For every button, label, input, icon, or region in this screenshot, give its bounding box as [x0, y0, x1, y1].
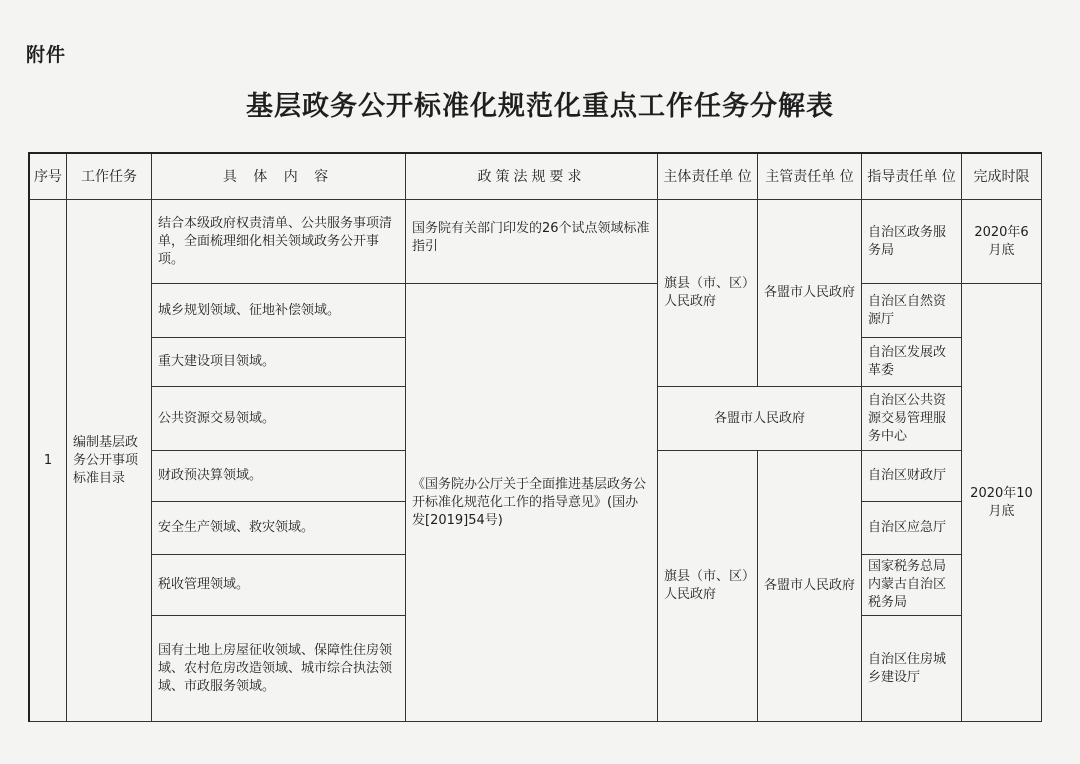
content-cell: 公共资源交易领域。: [152, 387, 406, 451]
guide-cell: 自治区住房城乡建设厅: [862, 616, 962, 722]
header-task: 工作任务: [67, 154, 152, 200]
content-cell: 国有土地上房屋征收领域、保障性住房领域、农村危房改造领域、城市综合执法领域、市政服务领域。: [152, 616, 406, 722]
content-cell: 财政预决算领域。: [152, 451, 406, 502]
guide-cell: 自治区公共资源交易管理服务中心: [862, 387, 962, 451]
attachment-label: 附件: [26, 44, 67, 66]
guide-cell: 国家税务总局内蒙古自治区税务局: [862, 555, 962, 616]
header-main-unit: 主体责任单 位: [658, 154, 758, 200]
guide-cell: 自治区自然资源厅: [862, 284, 962, 338]
policy-cell: 《国务院办公厅关于全面推进基层政务公开标准化规范化工作的指导意见》(国办发[2019]54号): [406, 284, 658, 722]
header-deadline: 完成时限: [962, 154, 1042, 200]
header-guide: 指导责任单 位: [862, 154, 962, 200]
header-seq: 序号: [30, 154, 67, 200]
policy-cell: 国务院有关部门印发的26个试点领域标准指引: [406, 200, 658, 284]
task-table: [28, 152, 1042, 722]
supervisor-cell: 各盟市人民政府: [758, 200, 862, 387]
deadline-cell: 2020年6月底: [962, 200, 1042, 284]
deadline-cell: 2020年10月底: [962, 284, 1042, 722]
content-cell: 税收管理领域。: [152, 555, 406, 616]
guide-cell: 自治区财政厅: [862, 451, 962, 502]
merged-unit-cell: 各盟市人民政府: [658, 387, 862, 451]
header-policy: 政策法规要求: [406, 154, 658, 200]
supervisor-cell: 各盟市人民政府: [758, 451, 862, 722]
guide-cell: 自治区政务服务局: [862, 200, 962, 284]
content-cell: 结合本级政府权责清单、公共服务事项清单，全面梳理细化相关领域政务公开事项。: [152, 200, 406, 284]
header-supervisor: 主管责任单 位: [758, 154, 862, 200]
guide-cell: 自治区发展改革委: [862, 338, 962, 387]
content-cell: 重大建设项目领域。: [152, 338, 406, 387]
main-unit-cell: 旗县（市、区）人民政府: [658, 200, 758, 387]
header-content: 具 体 内 容: [152, 154, 406, 200]
guide-cell: 自治区应急厅: [862, 502, 962, 555]
row-seq: 1: [30, 200, 67, 722]
document-title: 基层政务公开标准化规范化重点工作任务分解表: [246, 91, 834, 122]
row-task: 编制基层政务公开事项标准目录: [67, 200, 152, 722]
main-unit-cell: 旗县（市、区）人民政府: [658, 451, 758, 722]
content-cell: 安全生产领域、救灾领域。: [152, 502, 406, 555]
content-cell: 城乡规划领域、征地补偿领域。: [152, 284, 406, 338]
